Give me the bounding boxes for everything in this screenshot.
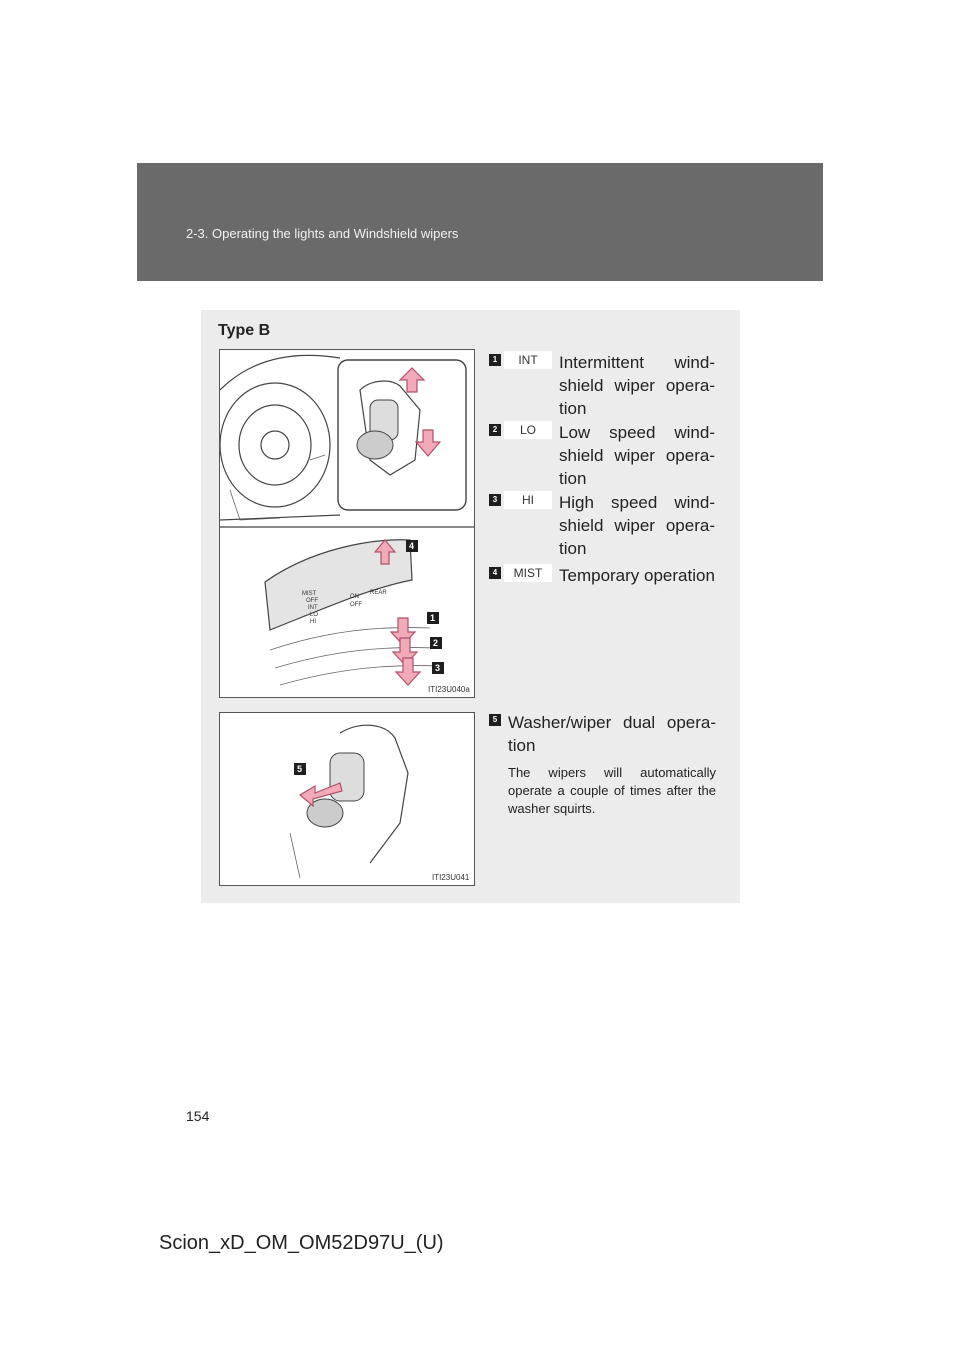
lever-tip-2 xyxy=(330,753,364,801)
lever-label-on: ON xyxy=(350,594,359,600)
steering-wheel xyxy=(220,383,330,507)
lever-label-int: INT xyxy=(308,605,318,611)
callout-3-label: 3 xyxy=(435,663,441,673)
item-text: Washer/wiper dual opera-tion xyxy=(508,713,716,755)
zoom-inset xyxy=(338,360,466,510)
item-tag: LO xyxy=(504,421,552,439)
lever-stub xyxy=(310,455,325,460)
section-title: 2-3. Operating the lights and Windshield wipers xyxy=(186,226,459,241)
dash-lower xyxy=(220,515,340,520)
item-number: 3 xyxy=(489,494,501,506)
footer-code: Scion_xD_OM_OM52D97U_(U) xyxy=(159,1232,444,1254)
item-number: 1 xyxy=(489,354,501,366)
washer-drawing xyxy=(220,713,474,885)
lever-label-hi: HI xyxy=(310,619,316,625)
lever-label-off: OFF xyxy=(306,598,318,604)
figure1-code: ITI23U040a xyxy=(428,685,470,694)
item-number: 2 xyxy=(489,424,501,436)
wiper-lever-illustration xyxy=(219,349,475,698)
washer-note: The wipers will automatically operate a couple of times after the washer squirts. xyxy=(508,765,716,816)
dashboard-outline xyxy=(220,355,340,390)
header-band xyxy=(137,163,823,281)
lever-base xyxy=(357,431,393,459)
figure2-code: ITI23U041 xyxy=(432,873,470,882)
item-tag: HI xyxy=(504,491,552,509)
item-text: Temporary operation xyxy=(559,566,715,585)
washer-illustration xyxy=(219,712,475,886)
item-tag: MIST xyxy=(504,564,552,582)
wiper-lever-drawing xyxy=(220,350,474,697)
hi-arrow-down xyxy=(396,658,420,685)
item-tag: INT xyxy=(504,351,552,369)
lever-label-lo: LO xyxy=(310,612,319,618)
item-number: 4 xyxy=(489,567,501,579)
item-text: Low speed wind-shield wiper opera-tion xyxy=(559,423,715,488)
item-number: 5 xyxy=(489,714,501,726)
steering-hub xyxy=(261,431,289,459)
callout-1-label: 1 xyxy=(430,613,436,623)
column-line xyxy=(290,833,300,878)
callout-4-label: 4 xyxy=(409,541,415,551)
lever-label-off2: OFF xyxy=(350,602,362,608)
callout-2-label: 2 xyxy=(433,638,439,648)
column-shroud xyxy=(230,490,280,520)
steering-wheel-inner xyxy=(239,405,311,485)
lever-label-rear: REAR xyxy=(370,590,387,596)
lever-label-mist: MIST xyxy=(302,591,317,597)
item-text: Intermittent wind-shield wiper opera-tion xyxy=(559,353,715,418)
wiper-lever-body xyxy=(265,540,415,630)
type-label: Type B xyxy=(218,322,271,339)
item-text: High speed wind-shield wiper opera-tion xyxy=(559,493,715,558)
page-number: 154 xyxy=(186,1108,210,1124)
callout-5-label: 5 xyxy=(297,764,303,774)
